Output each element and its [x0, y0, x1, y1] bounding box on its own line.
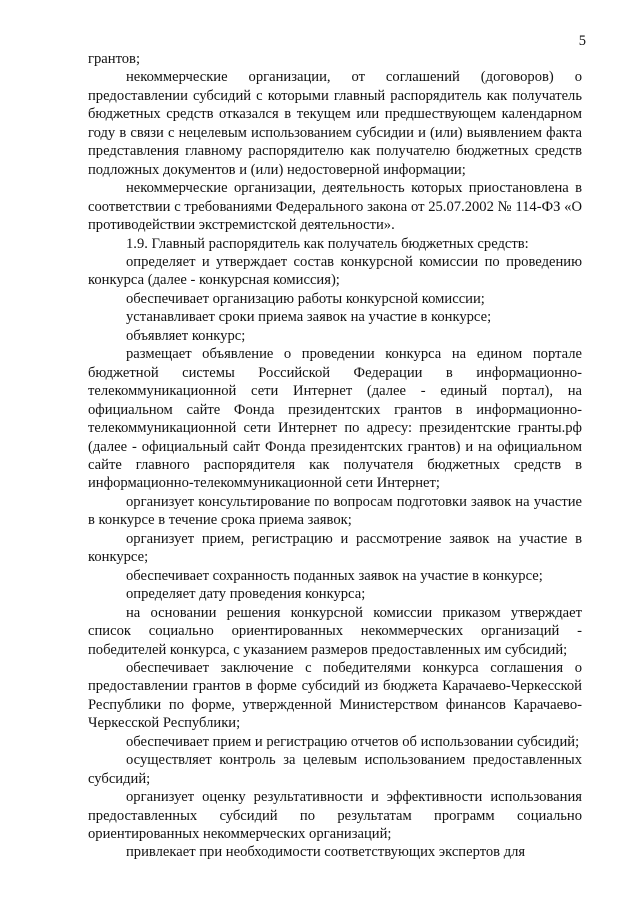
paragraph: объявляет конкурс;	[126, 327, 246, 344]
paragraph: устанавливает сроки приема заявок на участие в конкурсе;	[126, 309, 492, 326]
paragraph: определяет дату проведения конкурса;	[126, 586, 366, 603]
paragraph: некоммерческие организации, деятельность которых приостановлена в соответствии с требованиями Федерального закона от 25.07.2002 № 114-ФЗ «О противодействии экстремистской деятельности».	[88, 180, 582, 234]
paragraph: обеспечивает заключение с победителями конкурса соглашения о предоставлении грантов в форме субсидий из бюджета Карачаево-Черкесской Республики по форме, утвержденной Министерством финансов Карачаево-Черкесской Республики;	[88, 659, 582, 732]
paragraph: грантов;	[88, 51, 140, 67]
document-body	[88, 50, 582, 862]
page-number: 5	[578, 33, 586, 49]
paragraph: обеспечивает организацию работы конкурсной комиссии;	[126, 290, 485, 307]
paragraph: на основании решения конкурсной комиссии приказом утверждает список социально ориентированных некоммерческих организаций - победителей конкурса, с указанием размеров предоставленных им субсидий;	[88, 604, 582, 658]
paragraph: организует консультирование по вопросам подготовки заявок на участие в конкурсе в течение срока приема заявок;	[88, 493, 582, 529]
paragraph: размещает объявление о проведении конкурса на едином портале бюджетной системы Российской Федерации в информационно-телекоммуникационной сети Интернет (далее - единый портал), на официальном сайте Фонда президентских грантов в информационно-телекоммуникационной сети Интернет по адресу: президентские гранты.рф (далее - официальный сайт Фонда президентских грантов) и на официальном сайте главного распорядителя как получателя бюджетных средств в информационно-телекоммуникационной сети Интернет;	[88, 346, 582, 492]
paragraph: определяет и утверждает состав конкурсной комиссии по проведению конкурса (далее - конкурсная комиссия);	[88, 253, 582, 289]
paragraph: 1.9. Главный распорядитель как получатель бюджетных средств:	[126, 235, 529, 252]
paragraph: организует оценку результативности и эффективности использования предоставленных субсидий по результатам программ социально ориентированных некоммерческих организаций;	[88, 789, 582, 843]
paragraph: обеспечивает сохранность поданных заявок на участие в конкурсе;	[126, 567, 543, 584]
paragraph: осуществляет контроль за целевым использованием предоставленных субсидий;	[88, 752, 582, 787]
paragraph: обеспечивает прием и регистрацию отчетов об использовании субсидий;	[126, 733, 580, 750]
paragraph: привлекает при необходимости соответствующих экспертов для	[126, 844, 526, 861]
paragraph: организует прием, регистрацию и рассмотрение заявок на участие в конкурсе;	[88, 530, 582, 566]
paragraph: некоммерческие организации, от соглашений (договоров) о предоставлении субсидий с которыми главный распорядитель как получатель бюджетных средств отказался в текущем или предшествующем календарном году в связи с нецелевым использованием субсидии и (или) выявлением факта представления главному распорядителю как получателю бюджетных средств подложных документов и (или) недостоверной информации;	[88, 69, 582, 178]
